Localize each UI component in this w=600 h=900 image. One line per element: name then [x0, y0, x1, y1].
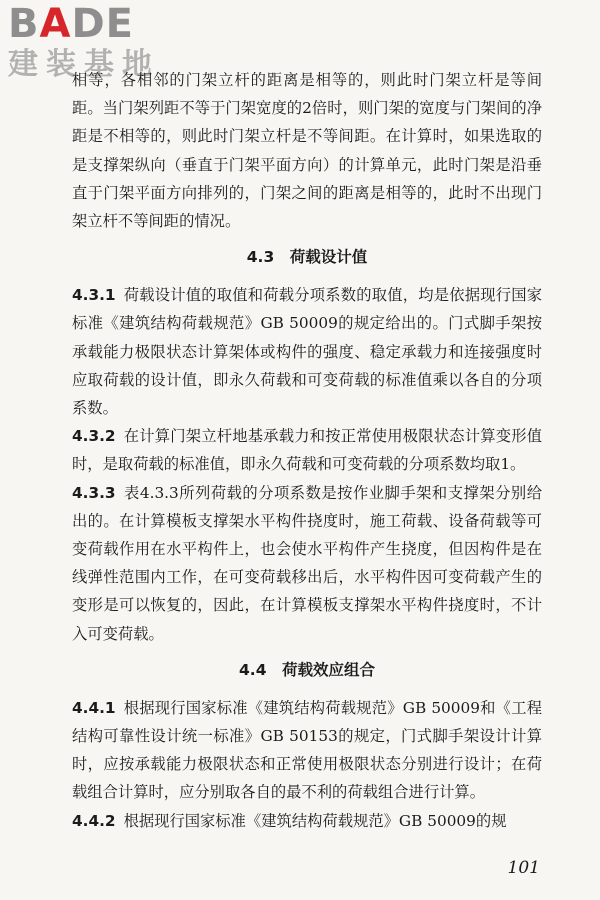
- clause-4-3-2: 4.3.2 在计算门架立杆地基承载力和按正常使用极限状态计算变形值时，是取荷载的标准值，即永久荷载和可变荷载的分项系数均取1。: [72, 427, 542, 474]
- clause-4-4-1: 4.4.1 根据现行国家标准《建筑结构荷载规范》GB 50009和《工程结构可靠性设计统一标准》GB 50153的规定，门式脚手架设计计算时，应按承载能力极限状态和正常使用极限状态分别进行设计；在荷载组合计算时，应分别取各自的最不利的荷载组合进行计算。: [72, 698, 542, 802]
- page-number: 101: [507, 858, 540, 878]
- intro-paragraph: 相等，各相邻的门架立杆的距离是相等的，则此时门架立杆是等间距。当门架列距不等于门架宽度的2倍时，则门架的宽度与门架间的净距是不相等的，则此时门架立杆是不等间距。在计算时，如果选取的是支撑架纵向（垂直于门架平面方向）的计算单元，此时门架是沿垂直于门架平面方向排列的，门架之间的距离是相等的，此时不出现门架立杆不等间距的情况。: [72, 71, 542, 231]
- logo-wordmark: BADE: [8, 1, 134, 47]
- clause-4-3-1: 4.3.1 荷载设计值的取值和荷载分项系数的取值，均是依据现行国家标准《建筑结构荷载规范》GB 50009的规定给出的。门式脚手架按承载能力极限状态计算架体或构件的强度、稳定承载力和连接强度时应取荷载的设计值，即永久荷载和可变荷载的标准值乘以各自的分项系数。: [72, 286, 542, 418]
- document-page: [72, 66, 542, 835]
- clause-4-4-2: 4.4.2 根据现行国家标准《建筑结构荷载规范》GB 50009的规: [72, 811, 507, 830]
- section-title-4-3: 4.3 荷载设计值: [246, 248, 368, 267]
- logo-subtitle: 建装基地: [8, 47, 160, 82]
- clause-4-3-3: 4.3.3 表4.3.3所列荷载的分项系数是按作业脚手架和支撑架分别给出的。在计算模板支撑架水平构件挠度时，施工荷载、设备荷载等可变荷载作用在水平构件上，也会使水平构件产生挠度，但因构件是在线弹性范围内工作，在可变荷载移出后，水平构件因可变荷载产生的变形是可以恢复的，因此，在计算模板支撑架水平构件挠度时，不计入可变荷载。: [72, 483, 542, 643]
- section-title-4-4: 4.4 荷载效应组合: [239, 660, 375, 679]
